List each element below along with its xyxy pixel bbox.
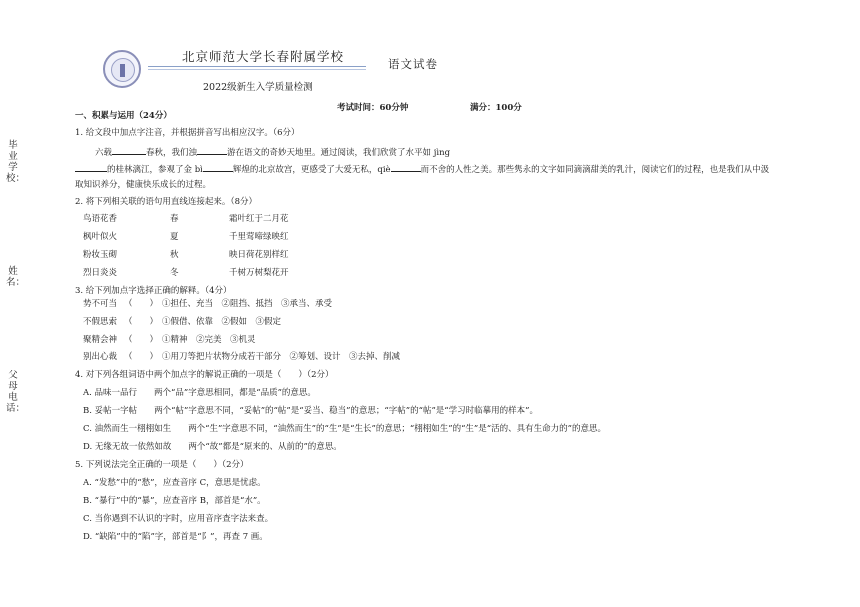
match-right-item: 霜叶红于二月花 [229,214,289,224]
q3-word: 势不可当 [83,299,118,309]
answer-blank[interactable] [75,162,107,172]
q5-option-a: A. “发愁”中的“愁”，应查音序 C，意思是忧虑。 [83,478,266,488]
question-1-passage-line-1 [95,145,450,159]
question-1-passage-line-2 [75,162,769,176]
q5-option-d: D. “缺陷”中的“陷”字，部首是“阝”，再查 7 画。 [83,532,268,542]
question-1-prompt: 1. 给文段中加点字注音，并根据拼音写出相应汉字。（6分） [75,128,300,138]
q3-word: 聚精会神 [83,335,118,345]
full-score: 满分：100分 [470,103,522,113]
exam-time: 考试时间：60分钟 [337,103,409,113]
passage-text: 六载 [95,148,113,158]
passage-text: 游在语文的奇妙天地里。通过阅读，我们欣赏了水平如 jìng [227,148,451,158]
q3-word: 不假思索 [83,317,118,327]
q4-option-c: C. 油然而生一栩栩如生 两个“生”字意思不同，“油然而生”的“生”是“生长”的意思；“栩栩如生”的“生”是“活的、具有生命力的”的意思。 [83,424,606,434]
passage-text: 辉煌的北京故宫，更感受了大爱无私，qiè [232,165,391,175]
q3-answer-paren[interactable]: （ ） [124,317,159,327]
side-label-school: 毕业学校： [6,140,26,184]
side-label-phone: 父母电话： [6,370,26,414]
q4-option-a: A. 品味一品行 两个“品”字意思相同，都是“品质”的意思。 [83,388,316,398]
q5-option-c: C. 当你遇到不认识的字时，应用音序查字法来查。 [83,514,274,524]
match-right-item: 千树万树梨花开 [229,268,289,278]
header-divider [148,66,366,67]
q3-options: ①假借、依靠 ②假如 ③假定 [162,317,282,327]
passage-text: 而不舍的人性之美。那些隽永的文字如同滴滴甜美的乳汁，阅读它们的过程，也是我们从中汲 [420,165,770,175]
q4-option-d: D. 无缘无故一依然如故 两个“故”都是“原来的、从前的”的意思。 [83,442,342,452]
q3-options: ①担任、充当 ②阻挡、抵挡 ③承当、承受 [162,299,333,309]
subject-title: 语文试卷 [388,57,438,71]
answer-blank[interactable] [197,145,227,155]
side-label-name: 姓名： [6,266,26,288]
match-left-item: 枫叶似火 [83,232,118,242]
answer-blank[interactable] [112,145,146,155]
section-heading: 一、积累与运用（24分） [75,111,172,121]
q5-option-b: B. “暴行”中的“暴”，应查音序 B，部首是“水”。 [83,496,266,506]
match-right-item: 映日荷花别样红 [229,250,289,260]
q3-answer-paren[interactable]: （ ） [124,352,159,362]
question-2-prompt: 2. 将下列相关联的语句用直线连接起来。（8分） [75,197,257,207]
exam-subtitle: 2022级新生入学质量检测 [203,82,313,93]
q3-options: ①精神 ②完美 ③机灵 [162,335,256,345]
q3-word: 别出心裁 [83,352,118,362]
header-divider-secondary [148,69,366,70]
match-middle-item: 春 [170,214,179,224]
school-logo-icon [103,50,141,88]
question-4-prompt: 4. 对下列各组词语中两个加点字的解说正确的一项是（ ）（2分） [75,370,334,380]
school-title: 北京师范大学长春附属学校 [182,49,345,64]
passage-text: 春秋，我们浊 [146,148,198,158]
passage-text: 的桂林漓江，参观了金 bì [107,165,203,175]
match-left-item: 烈日炎炎 [83,268,118,278]
match-left-item: 鸟语花香 [83,214,118,224]
question-1-passage-line-3: 取知识养分，健康快乐成长的过程。 [75,180,212,190]
answer-blank[interactable] [203,162,233,172]
match-middle-item: 秋 [170,250,179,260]
match-left-item: 粉妆玉砌 [83,250,118,260]
match-right-item: 千里莺啼绿映红 [229,232,289,242]
q3-answer-paren[interactable]: （ ） [124,299,159,309]
q3-options: ①用刀等把片状物分成若干部分 ②筹划、设计 ③去掉、削减 [162,352,401,362]
question-5-prompt: 5. 下列说法完全正确的一项是（ ）（2分） [75,460,249,470]
question-3-prompt: 3. 给下列加点字选择正确的解释。（4分） [75,286,232,296]
match-middle-item: 夏 [170,232,179,242]
q3-answer-paren[interactable]: （ ） [124,335,159,345]
match-middle-item: 冬 [170,268,179,278]
q4-option-b: B. 妥帖一字帖 两个“帖”字意思不同，“妥帖”的“帖”是“妥当、稳当”的意思；“字帖”的“帖”是“学习时临摹用的样本”。 [83,406,538,416]
answer-blank[interactable] [391,162,421,172]
